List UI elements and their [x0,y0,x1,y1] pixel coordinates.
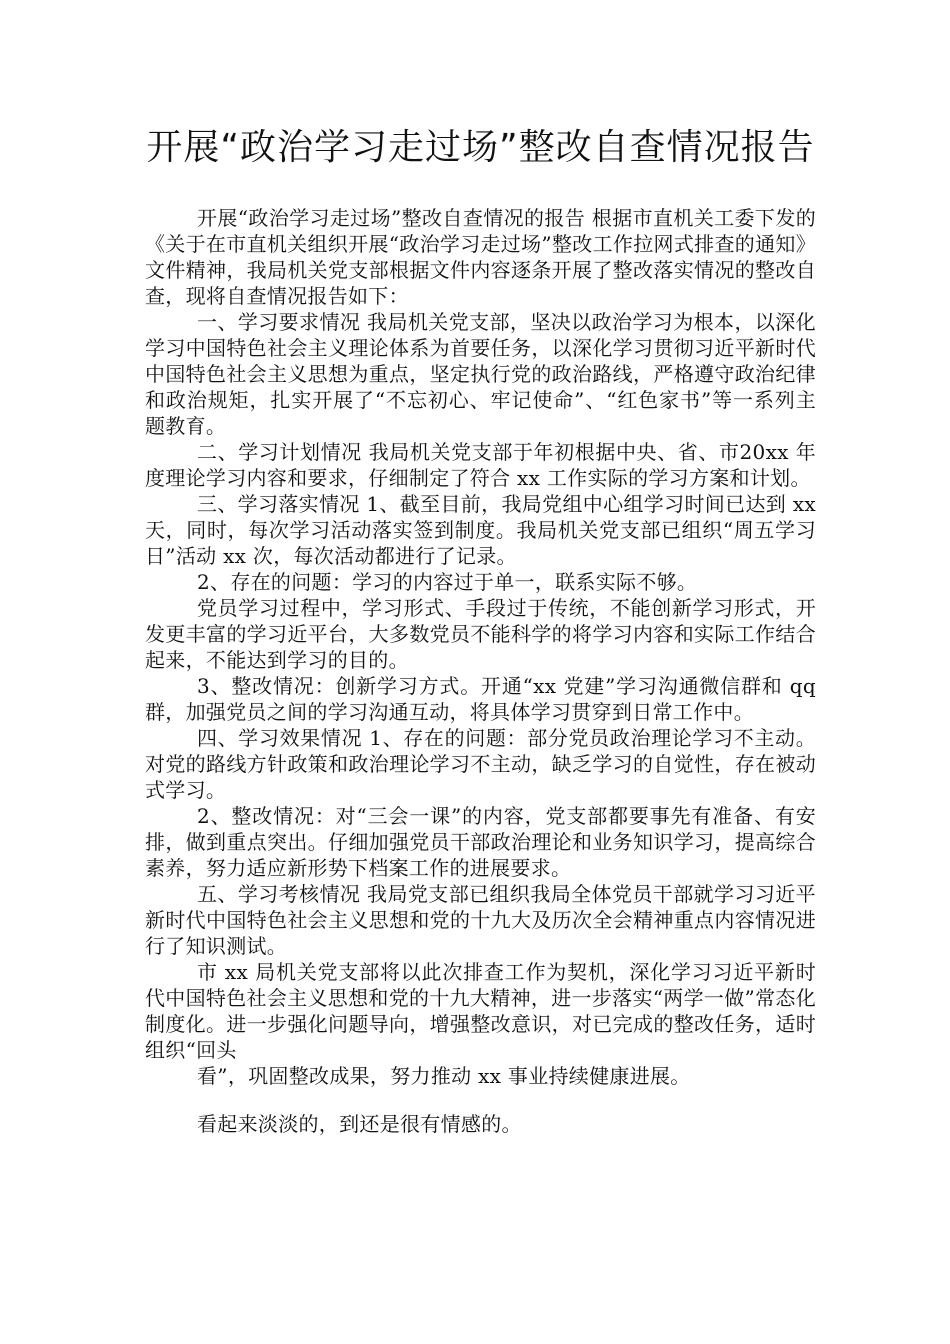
document-title: 开展“政治学习走过场”整改自查情况报告 [146,127,815,168]
paragraph-closing-remark: 看起来淡淡的，到还是很有情感的。 [197,1112,522,1136]
paragraph-section-3: 三、学习落实情况 1、截至目前，我局党组中心组学习时间已达到 xx 天，同时，每次学习活动落实签到制度。我局机关党支部已组织“周五学习日”活动 xx 次，每次活动都进行了记录。 [145,492,816,568]
paragraph-section-5: 五、学习考核情况 我局党支部已组织我局全体党员干部就学习习近平新时代中国特色社会主义思想和党的十九大及历次全会精神重点内容情况进行了知识测试。 [145,882,816,958]
paragraph-section-2: 二、学习计划情况 我局机关党支部于年初根据中央、省、市20xx 年度理论学习内容和要求，仔细制定了符合 xx 工作实际的学习方案和计划。 [145,440,816,490]
paragraph-intro: 开展“政治学习走过场”整改自查情况的报告 根据市直机关工委下发的《关于在市直机关组织开展“政治学习走过场”整改工作拉网式排查的通知》文件精神，我局机关党支部根据文件内容逐条开展了整改落实情况的整改自查，现将自查情况报告如下： [145,206,816,308]
paragraph-section-3-detail: 党员学习过程中，学习形式、手段过于传统，不能创新学习形式，开发更丰富的学习近平台，大多数党员不能科学的将学习内容和实际工作结合起来，不能达到学习的目的。 [145,596,816,672]
paragraph-section-1: 一、学习要求情况 我局机关党支部，坚决以政治学习为根本，以深化学习中国特色社会主义理论体系为首要任务，以深化学习贯彻习近平新时代中国特色社会主义思想为重点，坚定执行党的政治路线，严格遵守政治纪律和政治规矩，扎实开展了“不忘初心、牢记使命”、“红色家书”等一系列主题教育。 [145,310,816,438]
paragraph-conclusion: 市 xx 局机关党支部将以此次排查工作为契机，深化学习习近平新时代中国特色社会主义思想和党的十九大精神，进一步落实“两学一做”常态化制度化。进一步强化问题导向，增强整改意识，对已完成的整改任务，适时组织“回头 [145,960,816,1062]
paragraph-section-3-problem: 2、存在的问题：学习的内容过于单一，联系实际不够。 [197,570,698,594]
paragraph-conclusion-continued: 看”，巩固整改成果，努力推动 xx 事业持续健康进展。 [197,1064,691,1088]
paragraph-section-4-rectification: 2、整改情况：对“三会一课”的内容，党支部都要事先有准备、有安排，做到重点突出。仔细加强党员干部政治理论和业务知识学习，提高综合素养，努力适应新形势下档案工作的进展要求。 [145,804,816,880]
paragraph-section-3-rectification: 3、整改情况：创新学习方式。开通“xx 党建”学习沟通微信群和 qq 群，加强党员之间的学习沟通互动，将具体学习贯穿到日常工作中。 [145,674,816,724]
document-body [145,205,816,1137]
paragraph-section-4: 四、学习效果情况 1、存在的问题：部分党员政治理论学习不主动。对党的路线方针政策和政治理论学习不主动，缺乏学习的自觉性，存在被动式学习。 [145,726,816,802]
